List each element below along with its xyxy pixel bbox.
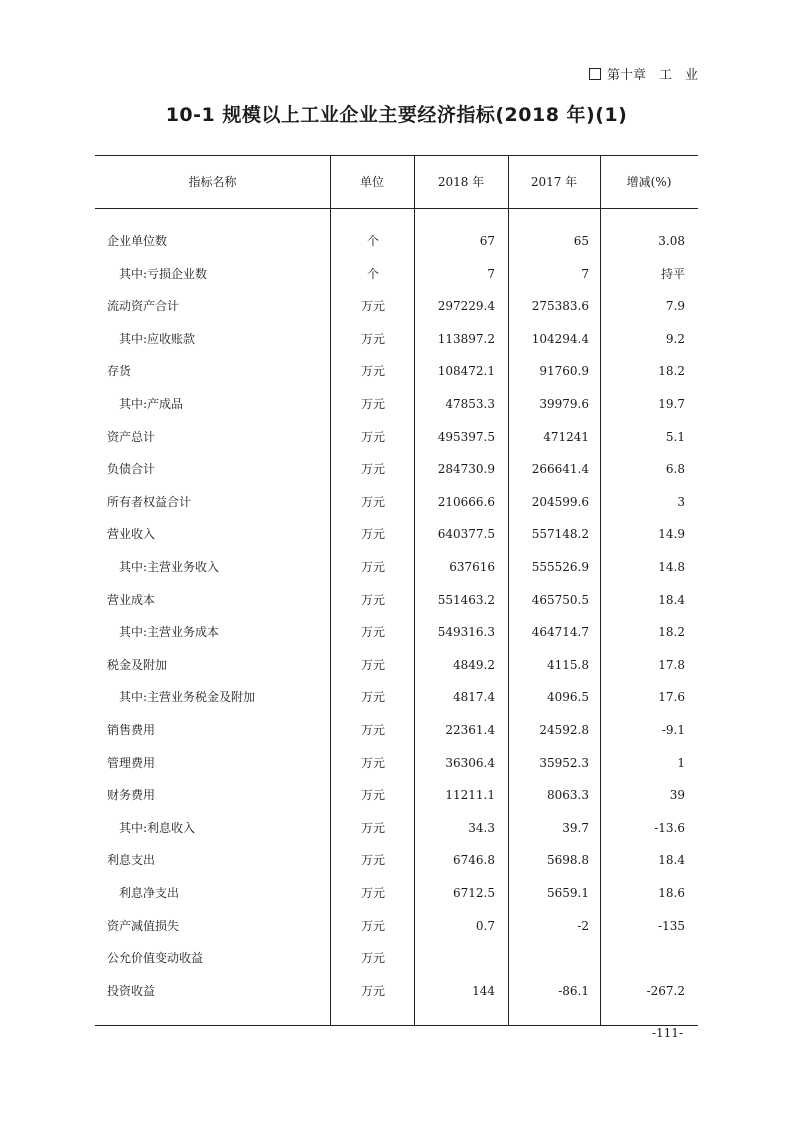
value-2017: -2 [577, 918, 589, 933]
unit-cell: 万元 [360, 723, 385, 737]
indicator-name: 销售费用 [107, 723, 156, 737]
change-percent: 18.2 [658, 364, 685, 379]
table-row [95, 948, 698, 968]
indicator-name: 其中:主营业务成本 [119, 625, 220, 640]
value-2018: 36306.4 [445, 755, 495, 770]
value-2018: 67 [479, 234, 495, 248]
unit-cell: 万元 [360, 755, 385, 770]
value-2018: 6712.5 [453, 886, 495, 900]
table-row [95, 622, 698, 642]
unit-cell: 万元 [360, 820, 385, 835]
indicator-name: 公允价值变动收益 [107, 951, 204, 966]
indicator-name: 资产总计 [107, 429, 156, 444]
table-row [95, 557, 698, 577]
change-percent: 持平 [660, 266, 685, 281]
value-2018: 640377.5 [437, 527, 495, 542]
indicator-table [95, 155, 698, 1026]
table-row [95, 459, 698, 479]
table-row [95, 753, 698, 773]
value-2018: 4849.2 [453, 657, 495, 672]
value-2017: 4096.5 [547, 690, 589, 705]
table-row [95, 264, 698, 284]
value-2018: 11211.1 [445, 788, 495, 803]
value-2017: 555526.9 [531, 560, 589, 574]
value-2017: 471241 [543, 429, 589, 444]
unit-cell: 万元 [360, 364, 385, 379]
indicator-name: 流动资产合计 [107, 299, 180, 314]
value-2018: 7 [487, 266, 495, 281]
change-percent: -135 [658, 918, 685, 933]
change-percent: 14.8 [658, 560, 685, 574]
table-row [95, 590, 698, 610]
page-title: 10-1 规模以上工业企业主要经济指标(2018 年)(1) [165, 104, 628, 126]
change-percent: -267.2 [646, 983, 685, 998]
value-2017: 266641.4 [531, 462, 589, 477]
unit-cell: 万元 [360, 527, 385, 542]
value-2017: 5659.1 [547, 886, 589, 900]
change-percent: 18.6 [658, 886, 685, 900]
page-number: -111- [651, 1026, 683, 1040]
indicator-name: 其中:亏损企业数 [119, 266, 208, 281]
value-2017: 24592.8 [539, 723, 589, 737]
chapter-label: 第十章 工 业 [606, 68, 698, 83]
indicator-name: 其中:主营业务收入 [119, 560, 220, 574]
change-percent: 14.9 [658, 527, 685, 542]
table-row [95, 916, 698, 936]
change-percent: 17.8 [658, 657, 685, 672]
value-2018: 47853.3 [445, 397, 495, 411]
change-percent: 39 [669, 788, 685, 803]
value-2018: 210666.6 [437, 494, 495, 509]
indicator-name: 利息净支出 [119, 886, 180, 900]
unit-cell: 个 [366, 266, 379, 281]
value-2017: 557148.2 [531, 527, 589, 542]
unit-cell: 万元 [360, 690, 385, 705]
table-row [95, 981, 698, 1001]
change-percent: -9.1 [661, 723, 685, 737]
value-2018: 108472.1 [437, 364, 495, 379]
value-2018: 34.3 [468, 820, 495, 835]
value-2017: 39979.6 [539, 397, 589, 411]
indicator-name: 投资收益 [107, 983, 156, 998]
value-2018: 113897.2 [437, 331, 495, 346]
value-2018: 297229.4 [437, 299, 495, 314]
indicator-name: 管理费用 [107, 755, 156, 770]
indicator-name: 所有者权益合计 [107, 494, 192, 509]
unit-cell: 万元 [360, 657, 385, 672]
indicator-name: 资产减值损失 [107, 918, 180, 933]
change-percent: 18.4 [658, 592, 685, 607]
change-percent: 3 [677, 494, 685, 509]
table-row [95, 296, 698, 316]
value-2017: 275383.6 [531, 299, 589, 314]
unit-cell: 万元 [360, 788, 385, 803]
header-2017: 2017 年 [530, 175, 578, 189]
unit-cell: 万元 [360, 592, 385, 607]
table-header [95, 156, 698, 209]
change-percent: 1 [677, 755, 685, 770]
value-2018: 284730.9 [437, 462, 495, 477]
unit-cell: 万元 [360, 494, 385, 509]
table-row [95, 655, 698, 675]
table-row [95, 687, 698, 707]
table-row [95, 492, 698, 512]
table-row [95, 231, 698, 251]
indicator-name: 其中:产成品 [119, 397, 184, 411]
indicator-name: 其中:应收账款 [119, 331, 196, 346]
indicator-name: 企业单位数 [107, 234, 168, 248]
unit-cell: 万元 [360, 886, 385, 900]
indicator-name: 税金及附加 [107, 657, 168, 672]
table-row [95, 329, 698, 349]
value-2017: 65 [573, 234, 589, 248]
indicator-name: 负债合计 [107, 462, 156, 477]
change-percent: 7.9 [665, 299, 685, 314]
change-percent: -13.6 [654, 820, 685, 835]
value-2017: 464714.7 [531, 625, 589, 640]
change-percent: 18.4 [658, 853, 685, 868]
indicator-name: 营业收入 [107, 527, 156, 542]
table-row [95, 785, 698, 805]
indicator-name: 存货 [107, 364, 132, 379]
table-row [95, 427, 698, 447]
table-row [95, 850, 698, 870]
value-2017: 91760.9 [539, 364, 589, 379]
value-2018: 6746.8 [453, 853, 495, 868]
unit-cell: 万元 [360, 951, 385, 966]
header-2018: 2018 年 [437, 175, 485, 189]
unit-cell: 万元 [360, 560, 385, 574]
value-2018: 549316.3 [437, 625, 495, 640]
table-row [95, 394, 698, 414]
change-percent: 18.2 [658, 625, 685, 640]
value-2017: 7 [581, 266, 589, 281]
unit-cell: 个 [366, 234, 379, 248]
value-2018: 0.7 [475, 918, 495, 933]
header-change: 增减(%) [626, 175, 672, 189]
value-2017: 39.7 [562, 820, 589, 835]
change-percent: 17.6 [658, 690, 685, 705]
value-2018: 551463.2 [437, 592, 495, 607]
indicator-name: 利息支出 [107, 853, 156, 868]
chapter-header [589, 64, 698, 83]
unit-cell: 万元 [360, 299, 385, 314]
value-2017: 8063.3 [547, 788, 589, 803]
change-percent: 19.7 [658, 397, 685, 411]
indicator-name: 其中:主营业务税金及附加 [119, 690, 256, 705]
table-row [95, 361, 698, 381]
table-row [95, 524, 698, 544]
value-2017: -86.1 [558, 983, 589, 998]
value-2018: 495397.5 [437, 429, 495, 444]
value-2017: 204599.6 [531, 494, 589, 509]
value-2017: 104294.4 [531, 331, 589, 346]
unit-cell: 万元 [360, 983, 385, 998]
header-unit: 单位 [359, 175, 384, 189]
indicator-name: 其中:利息收入 [119, 820, 196, 835]
value-2017: 5698.8 [547, 853, 589, 868]
change-percent: 5.1 [665, 429, 685, 444]
indicator-name: 营业成本 [107, 592, 156, 607]
table-row [95, 883, 698, 903]
table-row [95, 720, 698, 740]
header-indicator-name: 指标名称 [188, 175, 237, 189]
unit-cell: 万元 [360, 625, 385, 640]
unit-cell: 万元 [360, 429, 385, 444]
unit-cell: 万元 [360, 853, 385, 868]
change-percent: 3.08 [658, 234, 685, 248]
value-2018: 637616 [449, 560, 495, 574]
value-2017: 4115.8 [547, 657, 589, 672]
value-2017: 35952.3 [539, 755, 589, 770]
value-2018: 22361.4 [445, 723, 495, 737]
change-percent: 6.8 [665, 462, 685, 477]
unit-cell: 万元 [360, 462, 385, 477]
value-2018: 144 [472, 983, 495, 998]
unit-cell: 万元 [360, 918, 385, 933]
unit-cell: 万元 [360, 331, 385, 346]
change-percent: 9.2 [665, 331, 685, 346]
table-row [95, 818, 698, 838]
indicator-name: 财务费用 [107, 788, 156, 803]
square-icon [589, 68, 601, 80]
value-2017: 465750.5 [531, 592, 589, 607]
unit-cell: 万元 [360, 397, 385, 411]
value-2018: 4817.4 [453, 690, 495, 705]
